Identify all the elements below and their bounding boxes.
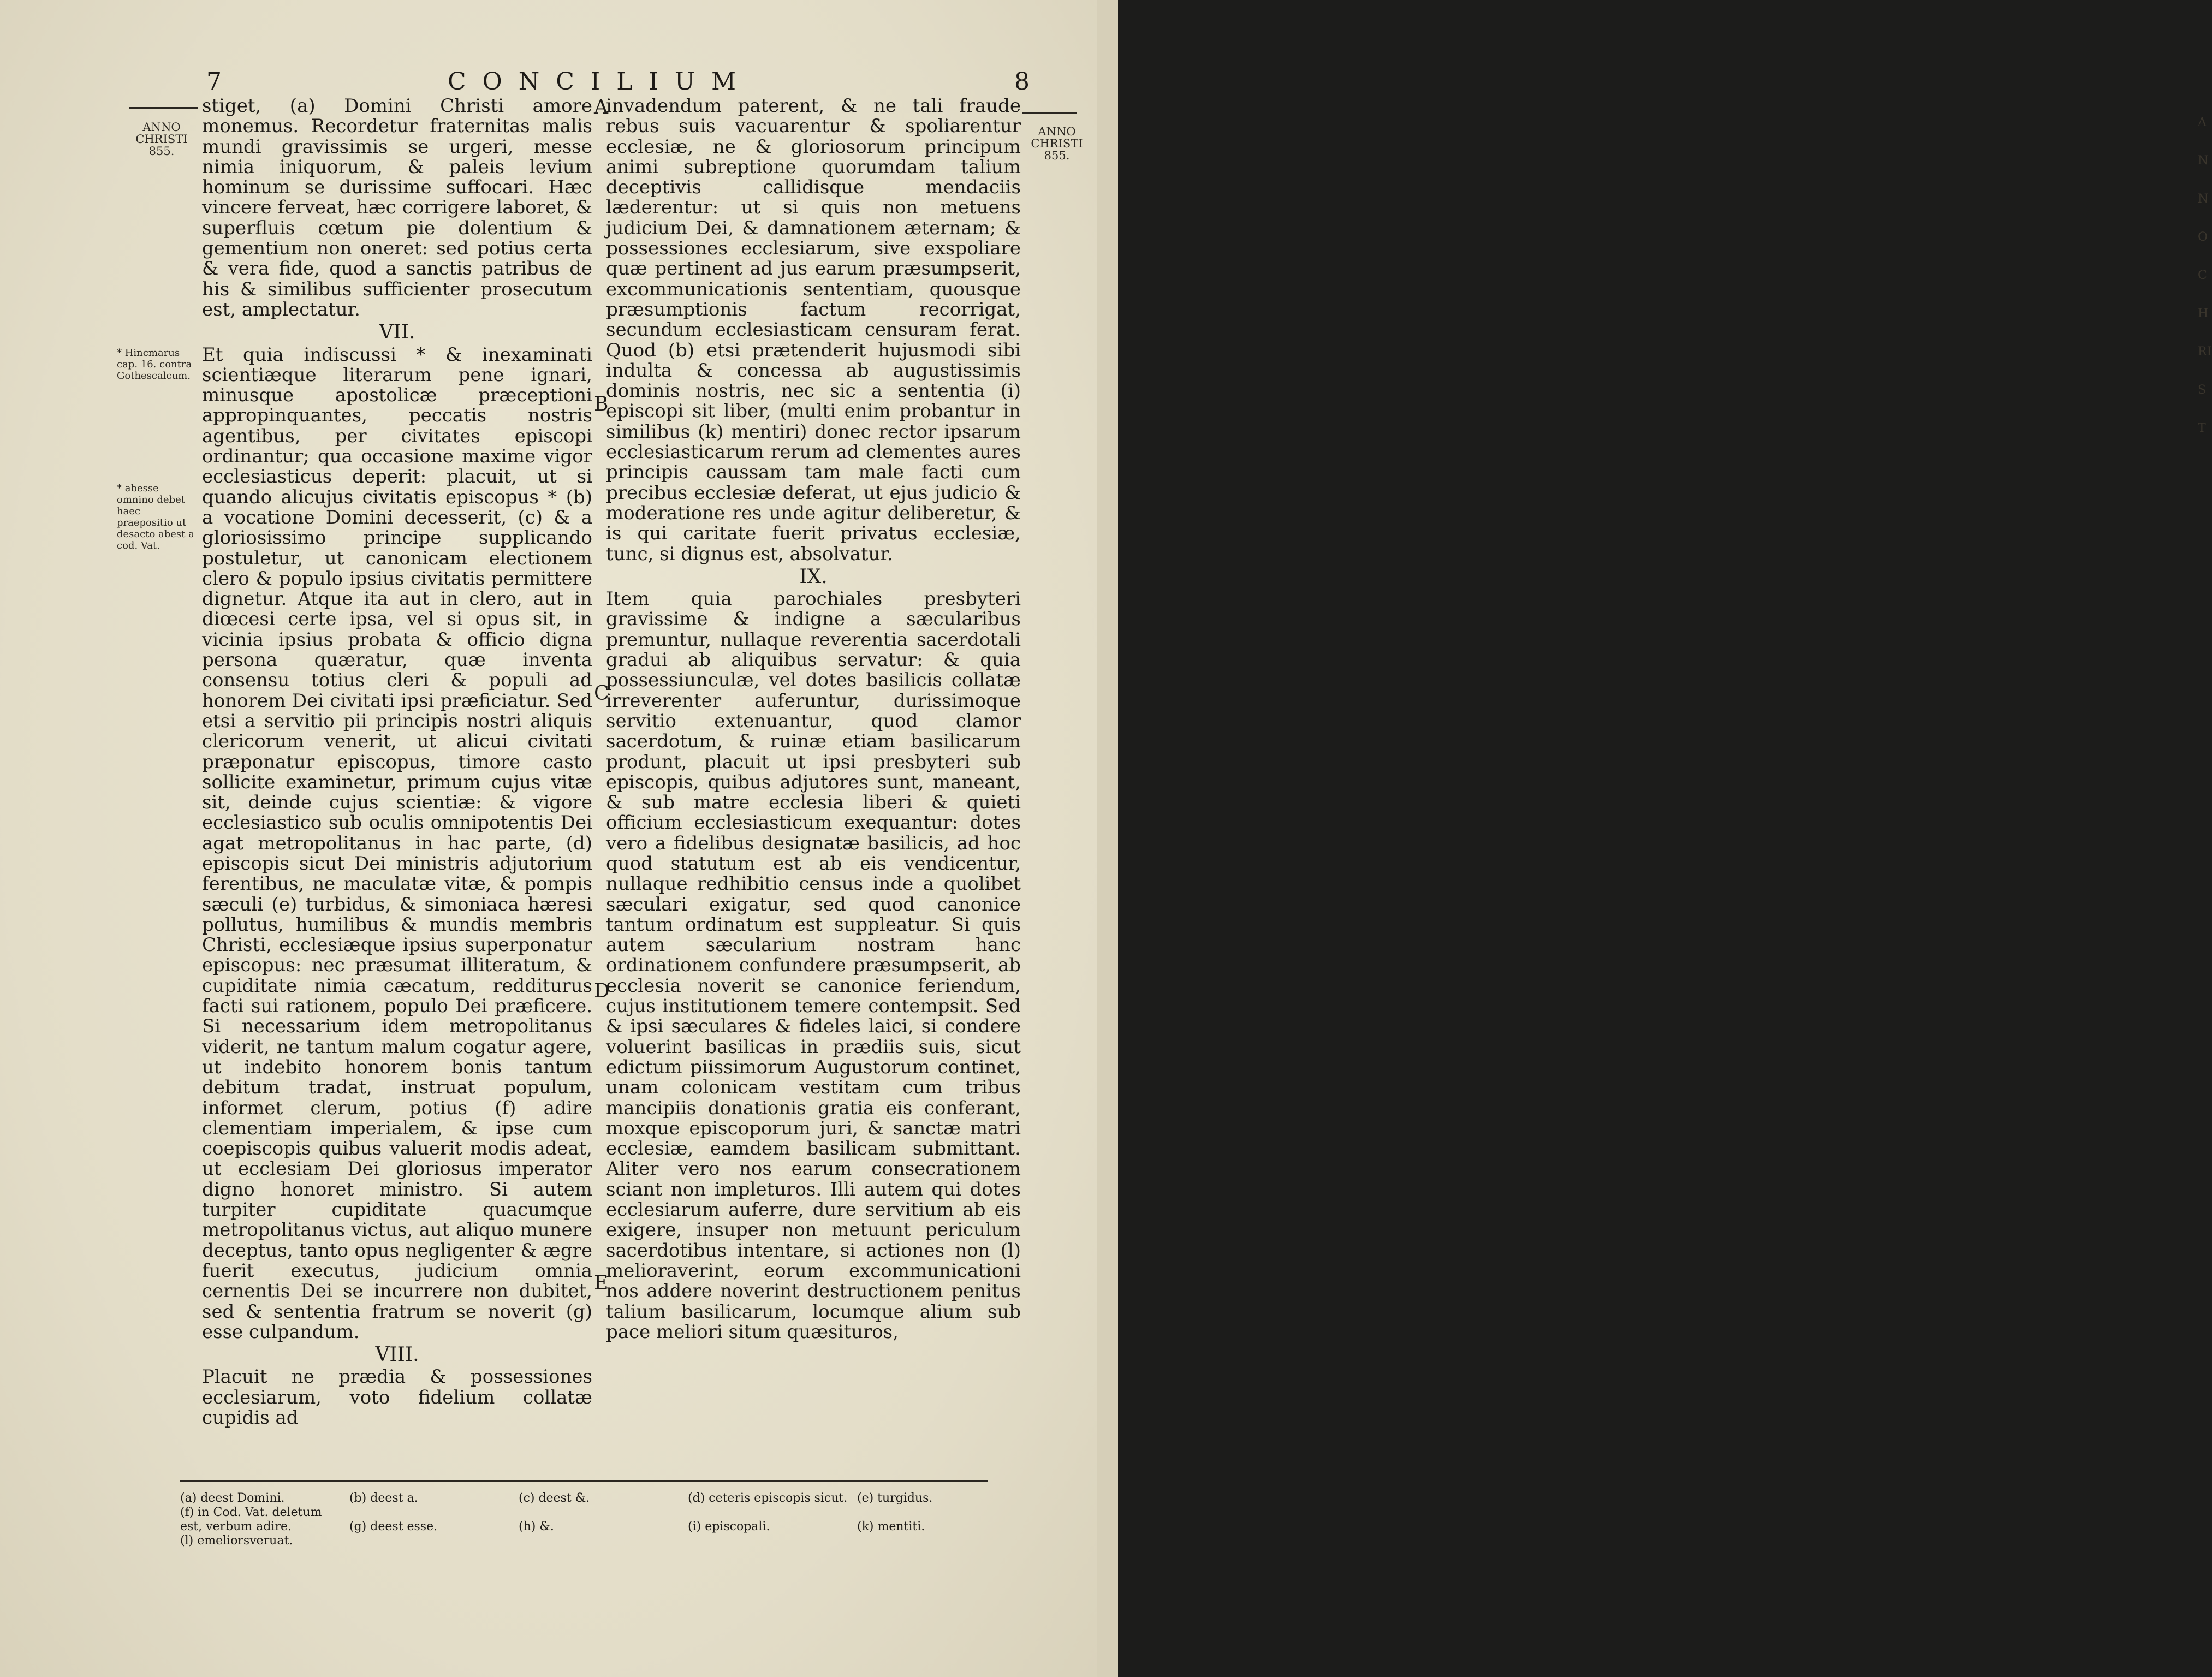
section-heading-ix: IX. (799, 565, 828, 588)
section-heading-viii: VIII. (375, 1343, 419, 1366)
book-page (0, 0, 1097, 1677)
footnote-c: (c) deest &. (519, 1491, 590, 1505)
footnote-g: (g) deest esse. (349, 1520, 438, 1533)
margin-letter-a: A (594, 96, 608, 118)
left-paragraph-3: Placuit ne prædia & possessiones ecclesiarum, voto fidelium collatæ cupidis ad (202, 1366, 592, 1429)
footnote-i: (i) episcopali. (688, 1520, 770, 1533)
footnote-l: (l) emeliorsveruat. (180, 1534, 293, 1548)
margin-note-hincmarus: * Hincmarus cap. 16. contra Gothescalcum. (117, 347, 192, 382)
footnote-f: (f) in Cod. Vat. deletum est, verbum adire. (180, 1506, 322, 1533)
margin-letter-d: D (594, 980, 610, 1002)
section-heading-vii: VII. (379, 321, 415, 344)
right-paragraph-2: Item quia parochiales presbyteri gravissime & indigne a sæcularibus premuntur, nullaque reverentia sacerdotali gradui ab aliquibus servatur: & quia possessiunculæ, vel dotes basilicis collatæ irreverenter auferuntur, durissimoque servitio extenuantur, quod clamor sacerdotum, & ruinæ etiam basilicarum produnt, placuit ut ipsi presbyteri sub episcopis, quibus adjutores sunt, maneant, & sub matre ecclesia liberi & quieti officium ecclesiasticum exequantur: dotes vero a fidelibus designatæ basilicis, ad hoc quod statutum est ab eis vendicentur, nullaque redhibitio census inde a quolibet sæculari exigatur, sed quod canonice tantum ordinatum est suppleatur. Si quis autem sæcularium nostram hanc ordinationem confundere præsumpserit, ab ecclesia noverit se canonice feriendum, cujus institutionem temere contempsit. Sed & ipsi sæculares & fideles laici, si condere voluerint basilicas in prædiis suis, sicut edictum piissimorum Augustorum continet, unam colonicam vestitam cum tribus mancipiis donationis gratia eis conferant, moxque episcoporum juri, & sanctæ matri ecclesiæ, eamdem basilicam submittant. Aliter vero nos earum consecrationem sciant non impleturos. Illi autem qui dotes ecclesiarum auferre, dure servitium ab eis exigere, insuper non metuunt periculum sacerdotibus intentare, si actiones non (l) melioraverint, eorum excommunicationi nos addere noverint destructionem penitus talium basilicarum, locumque alium sub pace meliori situm quæsituros, (606, 588, 1021, 1343)
margin-letter-c: C (594, 682, 609, 705)
header-rule-right (1022, 112, 1077, 114)
right-column (606, 96, 1021, 1342)
next-page-edge-text: ANNO CHRIST (2198, 116, 2212, 435)
left-paragraph-1: stiget, (a) Domini Christi amore monemus. Recordetur fraternitas malis mundi gravissimis se urgeri, messe nimia iniquorum, & paleis levium hominum se durissime suffocari. Hæc vincere ferveat, hæc corrigere laboret, & superfluis cœtum pie dolentium & gementium non oneret: sed potius certa & vera fide, quod a sanctis patribus de his & similibus sufficienter prosecutum est, amplectatur. (202, 95, 592, 320)
page-number-right: 8 (1014, 68, 1030, 96)
next-page-edge (1097, 0, 2212, 1677)
left-column (202, 96, 592, 1428)
anno-christi-left: ANNO CHRISTI 855. (135, 121, 188, 158)
header-rule-left (129, 107, 198, 109)
footnote-d: (d) ceteris episcopis sicut. (688, 1491, 848, 1505)
margin-note-abesse: * abesse omnino debet haec praepositio ut desacto abest a cod. Vat. (117, 483, 194, 551)
anno-christi-right: ANNO CHRISTI 855. (1031, 125, 1083, 162)
page-number-left: 7 (206, 68, 222, 96)
footnote-a: (a) deest Domini. (180, 1491, 285, 1505)
right-paragraph-1: invadendum paterent, & ne tali fraude rebus suis vacuarentur & spoliarentur ecclesiæ, ne & gloriosorum principum animi subreptione quorumdam talium deceptivis callidisque mendaciis læderentur: ut si quis non metuens judicium Dei, & damnationem æternam; & possessiones ecclesiarum, sive exspoliare quæ pertinent ad jus earum præsumpserit, excommunicationis sententiam, quousque præsumptionis factum recorrigat, secundum ecclesiasticam censuram ferat. Quod (b) etsi prætenderit hujusmodi sibi indulta & concessa ab augustissimis dominis nostris, nec sic a sententia (i) episcopi sit liber, (multi enim probantur in similibus (k) mentiri) donec rector ipsarum ecclesiasticarum rerum ad clementes aures principis caussam tam male facti cum precibus ecclesiæ deferat, ut ejus judicio & moderatione res unde agitur deliberetur, & is qui caritate fuerit privatus ecclesiæ, tunc, si dignus est, absolvatur. (606, 95, 1021, 565)
footnote-b: (b) deest a. (349, 1491, 418, 1505)
left-paragraph-2: Et quia indiscussi * & inexaminati scientiæque literarum pene ignari, minusque apostolicæ præceptioni appropinquantes, peccatis nostris agentibus, per civitates episcopi ordinantur; qua occasione maxime vigor ecclesiasticus deperit: placuit, ut si quando alicujus civitatis episcopus * (b) a vocatione Domini decesserit, (c) & a gloriosissimo principe supplicando postuletur, ut canonicam electionem clero & populo ipsius civitatis permittere dignetur. Atque ita aut in clero, aut in diœcesi certe ipsa, vel si opus sit, in vicinia ipsius probata & officio digna persona quæratur, quæ inventa consensu totius cleri & populi ad honorem Dei civitati ipsi præficiatur. Sed etsi a servitio pii principis nostri aliquis clericorum venerit, ut alicui civitati præponatur episcopus, timore casto sollicite examinetur, primum cujus vitæ sit, deinde cujus scientiæ: & vigore ecclesiastico sub oculis omnipotentis Dei agat metropolitanus in hac parte, (d) episcopis sicut Dei ministris adjutorium ferentibus, ne maculatæ vitæ, & pompis sæculi (e) turbidus, & simoniaca hæresi pollutus, humilibus & mundis membris Christi, ecclesiæque ipsius superponatur episcopus: nec præsumat illiteratum, & cupiditate nimia cæcatum, redditurus facti sui rationem, populo Dei præficere. Si necessarium idem metropolitanus viderit, ne tantum malum cogatur agere, ut indebito honorem bonis tantum debitum tradat, instruat populum, informet clerum, potius (f) adire clementiam imperialem, & ipse cum coepiscopis quibus valuerit modis adeat, ut ecclesiam Dei gloriosus imperator digno honoret ministro. Si autem turpiter cupiditate quacumque metropolitanus victus, aut aliquo munere deceptus, tanto opus negligenter & ægre fuerit executus, judicium omnia cernentis Dei se incurrere non dubitet, sed & sententia fratrum se noverit (g) esse culpandum. (202, 343, 592, 1343)
running-head: CONCILIUM (448, 68, 753, 96)
footnote-h: (h) &. (519, 1520, 554, 1533)
margin-letter-b: B (594, 393, 609, 415)
footnotes (180, 1491, 1032, 1548)
footnote-rule (180, 1480, 988, 1482)
footnote-e: (e) turgidus. (857, 1491, 933, 1505)
footnote-k: (k) mentiti. (857, 1520, 925, 1533)
margin-letter-e: E (594, 1272, 609, 1294)
